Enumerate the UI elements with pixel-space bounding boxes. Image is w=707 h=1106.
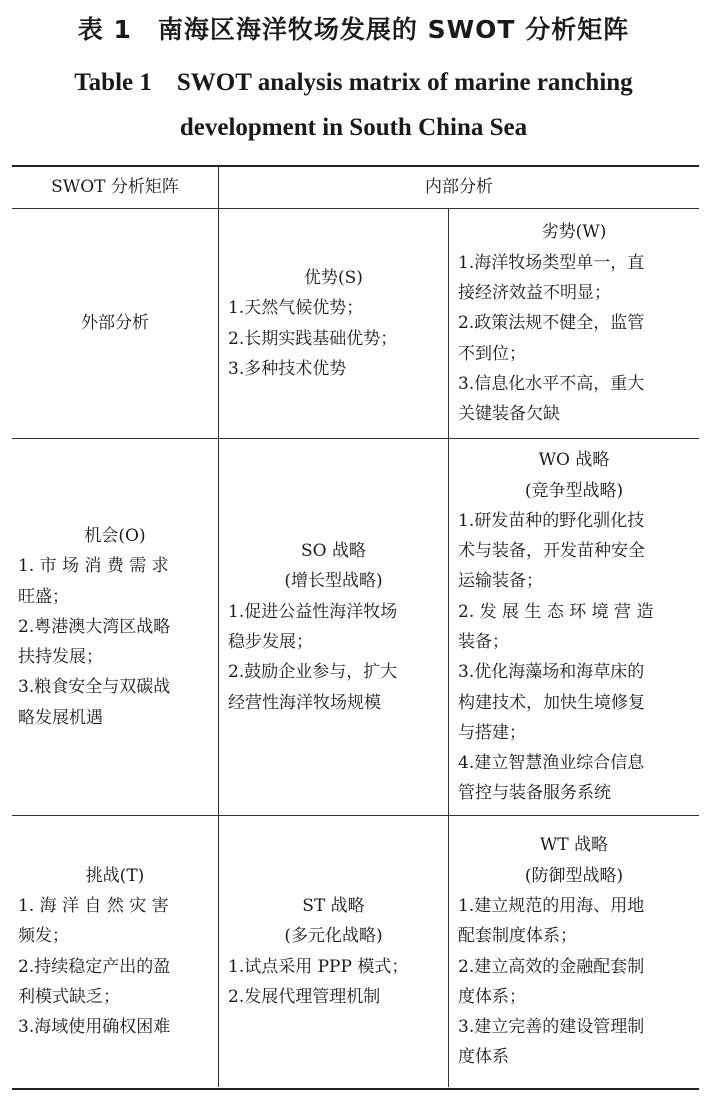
- opportunities-line-5: 3.粮食安全与双碳战: [18, 677, 171, 698]
- threats-line-4: 利模式缺乏；: [18, 986, 120, 1007]
- wo-strategy-line-7: 构建技术，加快生境修复: [458, 692, 645, 713]
- header-internal-cell: [219, 167, 699, 208]
- threats-line-3: 2.持续稳定产出的盈: [18, 956, 171, 977]
- wo-strategy-line-5: 装备；: [458, 632, 509, 652]
- strengths-line-2: 2.长期实践基础优势；: [228, 328, 398, 349]
- weaknesses-line-3: 2.政策法规不健全，监管: [458, 313, 645, 334]
- threats-line-2: 频发；: [18, 926, 69, 947]
- weaknesses-title: 劣势(W): [541, 222, 607, 243]
- wt-strategy-line-1: 1.建立规范的用海、用地: [458, 895, 645, 916]
- threats-cell: [12, 816, 218, 1087]
- wo-strategy-line-1: 1.研发苗种的野化驯化技: [458, 510, 645, 531]
- so-strategy-title: SO 战略: [301, 541, 366, 562]
- weaknesses-line-6: 关键装备欠缺: [458, 404, 560, 425]
- wt-strategy-line-2: 配套制度体系；: [458, 926, 577, 947]
- so-strategy-cell: [219, 439, 448, 815]
- so-strategy-line-3: 2.鼓励企业参与，扩大: [228, 662, 398, 683]
- wt-strategy-line-3: 2.建立高效的金融配套制: [458, 956, 645, 977]
- wo-strategy-line-2: 术与装备，开发苗种安全: [458, 541, 645, 562]
- weaknesses-line-4: 不到位；: [458, 343, 526, 364]
- weaknesses-cell: [449, 209, 699, 438]
- external-analysis-cell: [12, 209, 218, 438]
- threats-title: 挑战(T): [85, 865, 145, 886]
- wo-strategy-line-4: 2. 发 展 生 态 环 境 营 造: [458, 601, 654, 622]
- table-title-en-line1: Table 1 SWOT analysis matrix of marine ranching: [74, 69, 633, 96]
- so-strategy-line-4: 经营性海洋牧场规模: [228, 692, 381, 713]
- wo-strategy-subtitle: (竞争型战略): [524, 480, 624, 501]
- wt-strategy-title: WT 战略: [539, 835, 609, 856]
- table-title-zh: 表 1 南海区海洋牧场发展的 SWOT 分析矩阵: [77, 15, 630, 44]
- opportunities-line-1: 1. 市 场 消 费 需 求: [18, 556, 169, 577]
- opportunities-cell: [12, 439, 218, 815]
- threats-line-5: 3.海域使用确权困难: [18, 1017, 171, 1038]
- opportunities-line-6: 略发展机遇: [18, 707, 103, 728]
- weaknesses-line-5: 3.信息化水平不高，重大: [458, 373, 645, 394]
- swot-table: [12, 165, 699, 1090]
- external-analysis-label: 外部分析: [81, 313, 149, 334]
- strengths-title: 优势(S): [304, 267, 363, 288]
- opportunities-line-4: 扶持发展；: [18, 647, 103, 668]
- so-strategy-subtitle: (增长型战略): [284, 571, 383, 592]
- wt-strategy-subtitle: (防御型战略): [524, 865, 624, 886]
- st-strategy-cell: [219, 816, 448, 1087]
- opportunities-title: 机会(O): [84, 525, 146, 546]
- wt-strategy-line-5: 3.建立完善的建设管理制: [458, 1017, 645, 1038]
- weaknesses-line-2: 接经济效益不明显；: [458, 283, 611, 304]
- strengths-line-1: 1.天然气候优势；: [228, 298, 364, 319]
- weaknesses-line-1: 1.海洋牧场类型单一，直: [458, 252, 645, 273]
- wo-strategy-line-3: 运输装备；: [458, 571, 543, 592]
- header-matrix-cell: [12, 167, 218, 208]
- header-internal: 内部分析: [425, 177, 493, 198]
- wt-strategy-cell: [449, 816, 699, 1087]
- wo-strategy-line-9: 4.建立智慧渔业综合信息: [458, 753, 645, 774]
- wo-strategy-line-8: 与搭建；: [458, 722, 526, 743]
- table-title-en-line2: development in South China Sea: [179, 114, 528, 141]
- threats-line-1: 1. 海 洋 自 然 灾 害: [18, 895, 169, 916]
- header-matrix: SWOT 分析矩阵: [51, 177, 179, 198]
- wo-strategy-line-10: 管控与装备服务系统: [458, 783, 611, 804]
- so-strategy-line-2: 稳步发展；: [228, 632, 313, 652]
- wo-strategy-line-6: 3.优化海藻场和海草床的: [458, 662, 645, 683]
- wo-strategy-cell: [449, 439, 699, 815]
- wt-strategy-line-6: 度体系: [458, 1047, 509, 1068]
- strengths-cell: [219, 209, 448, 438]
- st-strategy-title: ST 战略: [302, 895, 365, 916]
- strengths-line-3: 3.多种技术优势: [228, 358, 347, 379]
- wt-strategy-line-4: 度体系；: [458, 986, 526, 1007]
- opportunities-line-2: 旺盛；: [18, 586, 69, 607]
- so-strategy-line-1: 1.促进公益性海洋牧场: [228, 601, 398, 622]
- st-strategy-line-1: 1.试点采用 PPP 模式；: [228, 956, 409, 977]
- st-strategy-subtitle: (多元化战略): [284, 926, 383, 947]
- st-strategy-line-2: 2.发展代理管理机制: [228, 986, 381, 1007]
- wo-strategy-title: WO 战略: [538, 450, 610, 471]
- opportunities-line-3: 2.粤港澳大湾区战略: [18, 616, 171, 637]
